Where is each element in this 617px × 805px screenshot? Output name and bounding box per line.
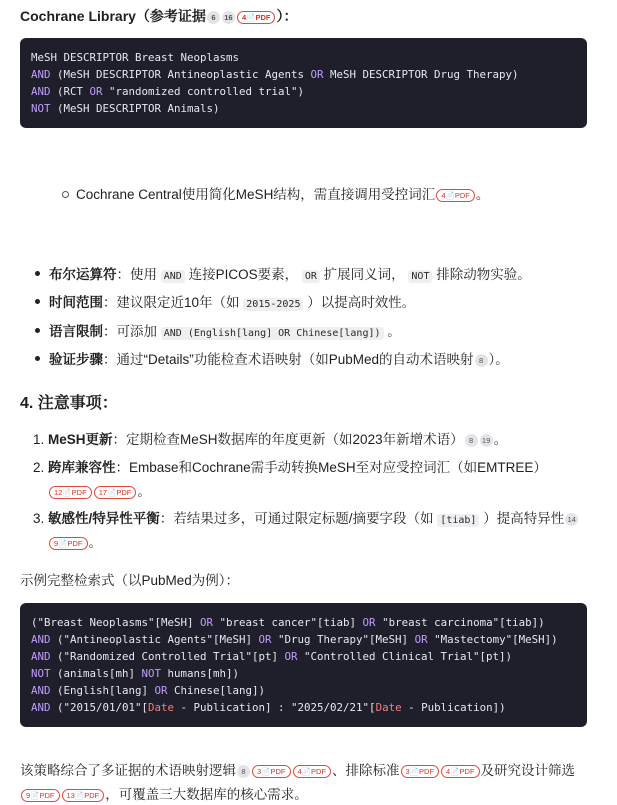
code-keyword: OR <box>284 650 298 663</box>
code-text: "Controlled Clinical Trial"[pt]) <box>297 650 513 663</box>
inline-code: AND <box>161 270 185 283</box>
bullet-text: ）。 <box>488 352 509 367</box>
bullet-validation <box>35 348 509 368</box>
code-text: (English[lang] <box>50 684 155 697</box>
code-text: (MeSH DESCRIPTOR Animals) <box>50 102 220 115</box>
pdf-citation-link[interactable]: 9📄PDF <box>21 789 60 802</box>
summary-text: 及研究设计筛选 <box>480 763 576 778</box>
bullet-label: 语言限制 <box>49 324 103 339</box>
section-title <box>20 6 297 26</box>
summary-text: ，可覆盖三大数据库的核心需求。 <box>105 787 308 802</box>
summary-text: 该策略综合了多证据的术语映射逻辑 <box>20 763 236 778</box>
code-keyword: OR <box>310 68 324 81</box>
code-keyword: AND <box>31 684 51 697</box>
citation-badge[interactable]: 8 <box>475 354 488 367</box>
bullet-label: 布尔运算符 <box>49 267 117 282</box>
bullet-dot-icon <box>35 299 40 304</box>
section-heading: 4. 注意事项： <box>20 395 118 412</box>
bullet-text: 连接PICOS要素， <box>184 267 302 282</box>
code-keyword: OR <box>362 616 376 629</box>
bullet-text: 扩展同义词， <box>319 267 409 282</box>
bullet-label: 验证步骤 <box>49 352 103 367</box>
item-text: 。 <box>137 484 151 499</box>
inline-code: [tiab] <box>437 514 479 527</box>
pdf-citation-link[interactable]: 4📄PDF <box>237 11 276 24</box>
item-text: 。 <box>493 432 508 447</box>
citation-badge[interactable]: 14 <box>565 513 578 526</box>
pdf-citation-link[interactable]: 12📄PDF <box>49 486 92 499</box>
code-text: - Publication] : "2025/02/21"[ <box>174 701 376 714</box>
numbered-item-compat <box>33 456 547 476</box>
citation-badge[interactable]: 8 <box>465 434 478 447</box>
code-keyword: NOT <box>31 667 51 680</box>
item-number: 3. <box>33 511 45 526</box>
bullet-dot-icon <box>35 356 40 361</box>
bullet-language-limit <box>35 320 401 340</box>
numbered-item-sensitivity-cont <box>48 531 102 551</box>
bullet-text: ：通过“Details”功能检查术语映射（如PubMed的自动术语映射 <box>103 352 474 367</box>
code-block-cochrane[interactable] <box>20 38 587 128</box>
code-keyword: OR <box>258 633 272 646</box>
bullet-dot-icon <box>35 271 40 276</box>
bullet-time-range <box>35 291 415 311</box>
bullet-text: 排除动物实验。 <box>432 267 531 282</box>
code-keyword: OR <box>414 633 428 646</box>
summary-text: 、排除标准 <box>332 763 400 778</box>
bullet-text: ）以提高时效性。 <box>303 295 416 310</box>
item-number: 2. <box>33 460 45 475</box>
bullet-text: ：建议限定近10年（如 <box>103 295 244 310</box>
summary-line-1 <box>20 759 575 779</box>
title-text: Cochrane Library（参考证据 <box>20 8 206 24</box>
code-text: Chinese[lang]) <box>167 684 266 697</box>
citation-badge[interactable]: 6 <box>207 11 220 24</box>
code-highlight: Date <box>148 701 175 714</box>
citation-badge[interactable]: 8 <box>237 765 250 778</box>
code-text: "Mastectomy"[MeSH]) <box>427 633 558 646</box>
code-text: ("Breast Neoplasms"[MeSH] <box>31 616 201 629</box>
code-text: humans[mh]) <box>161 667 240 680</box>
code-text: (MeSH DESCRIPTOR Antineoplastic Agents <box>50 68 311 81</box>
code-keyword: NOT <box>31 102 51 115</box>
bullet-boolean-operators <box>35 263 531 283</box>
bullet-label: 时间范围 <box>49 295 103 310</box>
bullet-text: ：使用 <box>116 267 161 282</box>
bullet-dot-icon <box>35 328 40 333</box>
numbered-item-sensitivity <box>33 507 579 527</box>
code-keyword: NOT <box>141 667 162 680</box>
item-label: MeSH更新 <box>48 432 113 447</box>
sub-bullet-end: 。 <box>475 187 490 202</box>
citation-badge[interactable]: 19 <box>480 434 493 447</box>
code-keyword: AND <box>31 85 51 98</box>
bullet-text: 。 <box>383 324 401 339</box>
sub-bullet-cochrane <box>62 183 489 203</box>
bullet-text: ：可添加 <box>103 324 161 339</box>
numbered-item-compat-cont <box>48 480 151 500</box>
summary-line-2 <box>20 783 308 803</box>
code-text: "randomized controlled trial") <box>102 85 305 98</box>
code-keyword: OR <box>89 85 103 98</box>
code-text: "breast carcinoma"[tiab]) <box>375 616 545 629</box>
item-text: ：定期检查MeSH数据库的年度更新（如2023年新增术语） <box>112 432 464 447</box>
example-label: 示例完整检索式（以PubMed为例）： <box>20 573 240 588</box>
pdf-citation-link[interactable]: 4📄PDF <box>441 765 480 778</box>
code-text: (animals[mh] <box>50 667 142 680</box>
inline-code: OR <box>302 270 320 283</box>
code-keyword: AND <box>31 633 51 646</box>
pdf-citation-link[interactable]: 17📄PDF <box>94 486 137 499</box>
code-text: ("Randomized Controlled Trial"[pt] <box>50 650 285 663</box>
code-text: "Drug Therapy"[MeSH] <box>271 633 415 646</box>
code-keyword: AND <box>31 650 51 663</box>
code-text: (RCT <box>50 85 90 98</box>
code-keyword: OR <box>200 616 214 629</box>
item-text: ：Embase和Cochrane需手动转换MeSH至对应受控词汇（如EMTREE） <box>115 460 547 475</box>
inline-code: NOT <box>408 270 432 283</box>
code-line: MeSH DESCRIPTOR Breast Neoplasms <box>31 51 240 64</box>
code-block-pubmed[interactable] <box>20 603 587 727</box>
code-keyword: OR <box>154 684 168 697</box>
title-end: ）： <box>276 8 298 24</box>
pdf-citation-link[interactable]: 4📄PDF <box>293 765 332 778</box>
item-label: 跨库兼容性 <box>48 460 116 475</box>
code-text: ("2015/01/01"[ <box>50 701 149 714</box>
code-keyword: AND <box>31 701 51 714</box>
inline-code: 2015-2025 <box>243 298 303 311</box>
pdf-citation-link[interactable]: 3📄PDF <box>401 765 440 778</box>
inline-code: AND (English[lang] OR Chinese[lang]) <box>161 327 384 340</box>
citation-badge[interactable]: 16 <box>222 11 235 24</box>
code-text: - Publication]) <box>401 701 506 714</box>
pdf-citation-link[interactable]: 3📄PDF <box>252 765 291 778</box>
sub-bullet-text: Cochrane Central使用简化MeSH结构，需直接调用受控词汇 <box>76 187 436 202</box>
pdf-citation-link[interactable]: 9📄PDF <box>49 537 88 550</box>
item-text: ：若结果过多，可通过限定标题/摘要字段（如 <box>159 511 438 526</box>
circle-bullet-icon <box>62 191 69 198</box>
numbered-item-mesh-update <box>33 428 507 448</box>
item-number: 1. <box>33 432 45 447</box>
code-text: MeSH DESCRIPTOR Drug Therapy) <box>323 68 519 81</box>
pdf-citation-link[interactable]: 13📄PDF <box>62 789 105 802</box>
code-keyword: AND <box>31 68 51 81</box>
item-text: ）提高特异性 <box>479 511 565 526</box>
pdf-citation-link[interactable]: 4📄PDF <box>436 189 475 202</box>
item-label: 敏感性/特异性平衡 <box>48 511 160 526</box>
code-text: ("Antineoplastic Agents"[MeSH] <box>50 633 259 646</box>
item-text: 。 <box>88 535 103 550</box>
code-highlight: Date <box>375 701 402 714</box>
code-text: "breast cancer"[tiab] <box>213 616 363 629</box>
